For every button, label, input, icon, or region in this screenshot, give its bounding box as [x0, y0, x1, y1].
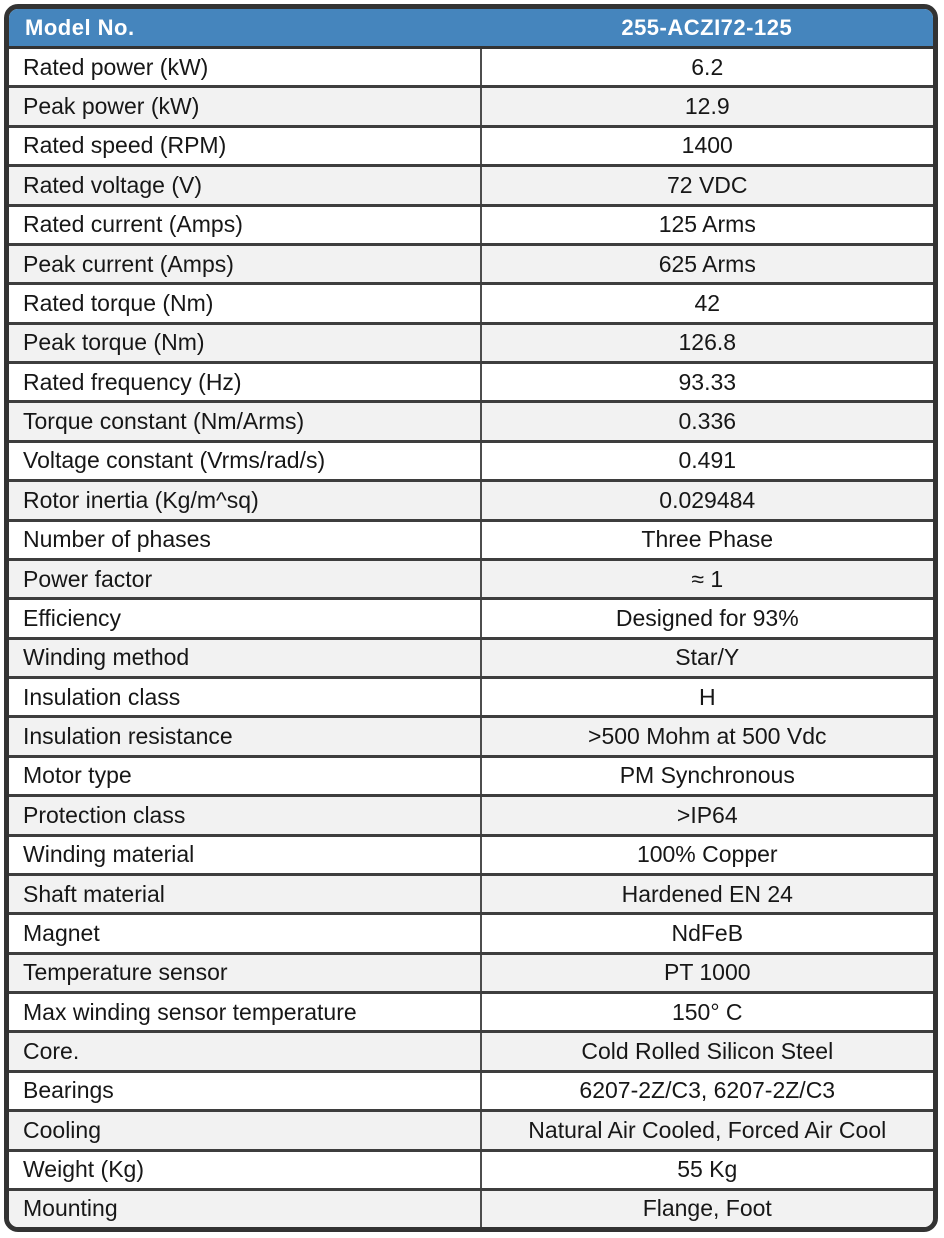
spec-label: Winding method — [9, 638, 481, 677]
spec-label: Bearings — [9, 1071, 481, 1110]
spec-value: 125 Arms — [481, 205, 933, 244]
spec-label: Peak power (kW) — [9, 87, 481, 126]
table-row — [9, 284, 933, 323]
spec-value: Designed for 93% — [481, 599, 933, 638]
spec-value: Three Phase — [481, 520, 933, 559]
spec-label: Core. — [9, 1032, 481, 1071]
table-row — [9, 363, 933, 402]
table-row — [9, 126, 933, 165]
table-row — [9, 1150, 933, 1189]
table-row — [9, 993, 933, 1032]
table-row — [9, 678, 933, 717]
table-row — [9, 559, 933, 598]
spec-label: Magnet — [9, 914, 481, 953]
spec-label: Torque constant (Nm/Arms) — [9, 402, 481, 441]
table-row — [9, 796, 933, 835]
table-row — [9, 48, 933, 87]
table-row — [9, 953, 933, 992]
spec-value: NdFeB — [481, 914, 933, 953]
table-row — [9, 1111, 933, 1150]
spec-value: Natural Air Cooled, Forced Air Cool — [481, 1111, 933, 1150]
spec-label: Shaft material — [9, 874, 481, 913]
spec-value: 12.9 — [481, 87, 933, 126]
table-row — [9, 87, 933, 126]
spec-label: Temperature sensor — [9, 953, 481, 992]
spec-value: 100% Copper — [481, 835, 933, 874]
spec-value: Cold Rolled Silicon Steel — [481, 1032, 933, 1071]
table-row — [9, 205, 933, 244]
spec-label: Insulation class — [9, 678, 481, 717]
spec-value: 93.33 — [481, 363, 933, 402]
spec-label: Mounting — [9, 1189, 481, 1227]
table-row — [9, 323, 933, 362]
spec-label: Rated power (kW) — [9, 48, 481, 87]
spec-value: Hardened EN 24 — [481, 874, 933, 913]
spec-label: Protection class — [9, 796, 481, 835]
spec-value: >500 Mohm at 500 Vdc — [481, 717, 933, 756]
table-row — [9, 638, 933, 677]
spec-value: 55 Kg — [481, 1150, 933, 1189]
spec-label: Cooling — [9, 1111, 481, 1150]
spec-label: Rated frequency (Hz) — [9, 363, 481, 402]
table-row — [9, 914, 933, 953]
spec-label: Max winding sensor temperature — [9, 993, 481, 1032]
table-row — [9, 1032, 933, 1071]
spec-table — [4, 4, 938, 1232]
spec-label: Weight (Kg) — [9, 1150, 481, 1189]
spec-label: Winding material — [9, 835, 481, 874]
spec-value: 6207-2Z/C3, 6207-2Z/C3 — [481, 1071, 933, 1110]
table-row — [9, 166, 933, 205]
table-row — [9, 1071, 933, 1110]
spec-label: Peak torque (Nm) — [9, 323, 481, 362]
spec-label: Rated speed (RPM) — [9, 126, 481, 165]
spec-value: Flange, Foot — [481, 1189, 933, 1227]
spec-value: 0.336 — [481, 402, 933, 441]
table-row — [9, 520, 933, 559]
spec-value: 42 — [481, 284, 933, 323]
table-row — [9, 756, 933, 795]
spec-label: Insulation resistance — [9, 717, 481, 756]
spec-value: PM Synchronous — [481, 756, 933, 795]
spec-label: Peak current (Amps) — [9, 244, 481, 283]
table-row — [9, 717, 933, 756]
table-row — [9, 441, 933, 480]
spec-label: Motor type — [9, 756, 481, 795]
spec-label: Rated voltage (V) — [9, 166, 481, 205]
spec-label: Rated current (Amps) — [9, 205, 481, 244]
spec-value: PT 1000 — [481, 953, 933, 992]
spec-label: Power factor — [9, 559, 481, 598]
model-no-header-label: Model No. — [9, 9, 481, 48]
model-no-header-value: 255-ACZI72-125 — [481, 9, 933, 48]
table-row — [9, 244, 933, 283]
spec-value: H — [481, 678, 933, 717]
spec-table-body — [9, 48, 933, 1228]
spec-value: 126.8 — [481, 323, 933, 362]
spec-value: 72 VDC — [481, 166, 933, 205]
spec-value: 0.029484 — [481, 481, 933, 520]
table-row — [9, 402, 933, 441]
spec-value: 0.491 — [481, 441, 933, 480]
spec-label: Rotor inertia (Kg/m^sq) — [9, 481, 481, 520]
spec-value: 150° C — [481, 993, 933, 1032]
header-row — [9, 9, 933, 48]
motor-spec-table — [9, 9, 933, 1227]
table-row — [9, 874, 933, 913]
spec-label: Voltage constant (Vrms/rad/s) — [9, 441, 481, 480]
spec-label: Number of phases — [9, 520, 481, 559]
spec-value: Star/Y — [481, 638, 933, 677]
table-row — [9, 599, 933, 638]
spec-label: Rated torque (Nm) — [9, 284, 481, 323]
table-row — [9, 1189, 933, 1227]
spec-value: 1400 — [481, 126, 933, 165]
spec-value: 6.2 — [481, 48, 933, 87]
spec-value: 625 Arms — [481, 244, 933, 283]
table-row — [9, 481, 933, 520]
spec-value: >IP64 — [481, 796, 933, 835]
table-row — [9, 835, 933, 874]
spec-label: Efficiency — [9, 599, 481, 638]
spec-value: ≈ 1 — [481, 559, 933, 598]
